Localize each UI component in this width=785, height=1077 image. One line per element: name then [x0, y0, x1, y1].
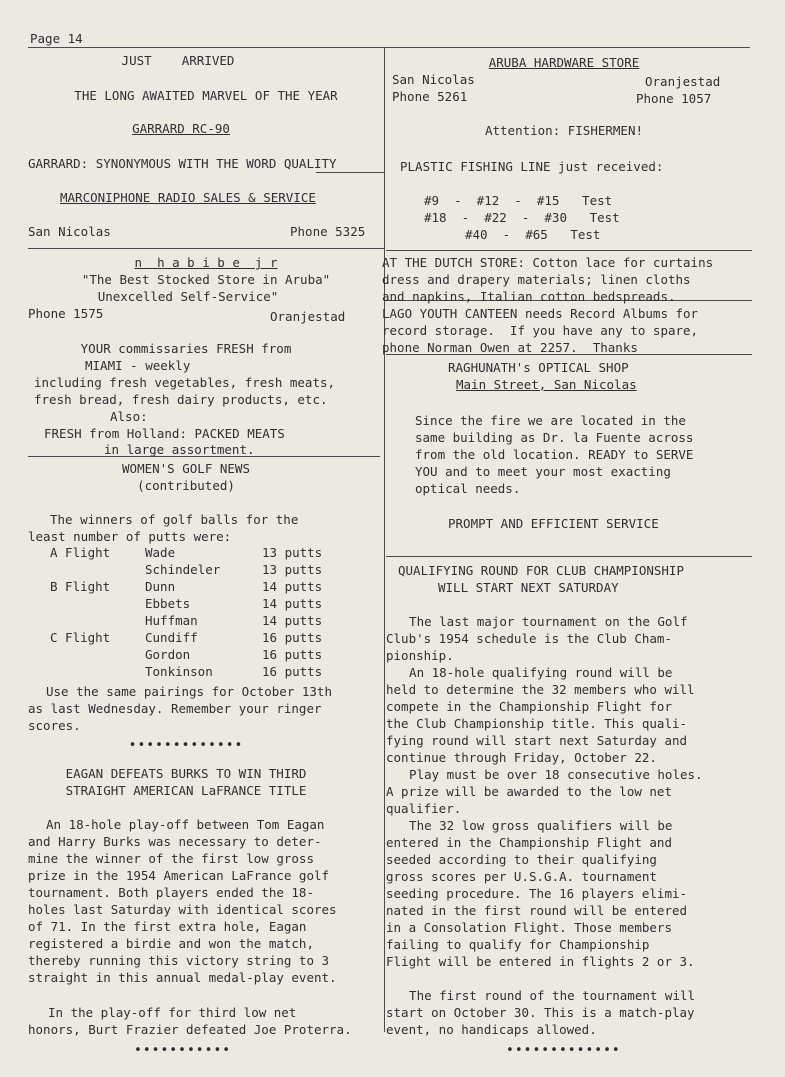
ad-line: Since the fire we are located in the: [415, 413, 686, 428]
flight-label: C Flight: [50, 630, 111, 645]
putts-value: 16 putts: [262, 630, 323, 645]
article-line: as last Wednesday. Remember your ringer: [28, 701, 322, 716]
article-line: tournament. Both players ended the 18-: [28, 885, 314, 900]
player-name: Cundiff: [145, 630, 198, 645]
notice-line: and napkins, Italian cotton bedspreads.: [382, 289, 676, 304]
ad-line: PLASTIC FISHING LINE just received:: [400, 159, 664, 174]
article-line: in a Consolation Flight. Those members: [386, 920, 672, 935]
article-line: Flight will be entered in flights 2 or 3.: [386, 954, 695, 969]
article-line: continue through Friday, October 22.: [386, 750, 657, 765]
article-line: The 32 low gross qualifiers will be: [394, 818, 673, 833]
ad-line: optical needs.: [415, 481, 521, 496]
ad-product: GARRARD RC-90: [132, 121, 230, 136]
article-line: The first round of the tournament will: [394, 988, 696, 1003]
headline: EAGAN DEFEATS BURKS TO WIN THIRD: [65, 766, 307, 781]
player-name: Tonkinson: [145, 664, 213, 679]
store-line: in large assortment.: [104, 442, 255, 457]
store-phone: Phone 1057: [636, 91, 712, 106]
ad-service: MARCONIPHONE RADIO SALES & SERVICE: [60, 190, 316, 205]
notice-line: record storage. If you have any to spare,: [382, 323, 699, 338]
shop-tagline: PROMPT AND EFFICIENT SERVICE: [448, 516, 659, 531]
player-name: Schindeler: [145, 562, 221, 577]
article-line: seeding procedure. The 16 players elimi-: [386, 886, 688, 901]
headline: STRAIGHT AMERICAN LaFRANCE TITLE: [65, 783, 307, 798]
rule-left-1: [28, 248, 384, 249]
store-location: San Nicolas: [392, 72, 475, 87]
putts-value: 13 putts: [262, 545, 323, 560]
ad-headline: JUST ARRIVED: [121, 53, 235, 68]
article-line: event, no handicaps allowed.: [386, 1022, 597, 1037]
test-sizes: #18 - #22 - #30 Test: [424, 210, 620, 225]
rule-right-4: [386, 556, 752, 557]
player-name: Wade: [145, 545, 176, 560]
store-line: fresh bread, fresh dairy products, etc.: [34, 392, 328, 407]
article-line: failing to qualify for Championship: [386, 937, 650, 952]
article-line: prize in the 1954 American LaFrance golf: [28, 868, 330, 883]
article-line: thereby running this victory string to 3: [28, 953, 330, 968]
store-line: FRESH from Holland: PACKED MEATS: [44, 426, 285, 441]
article-line: fying round will start next Saturday and: [386, 733, 688, 748]
putts-value: 16 putts: [262, 647, 323, 662]
store-line: MIAMI - weekly: [85, 358, 191, 373]
store-line: including fresh vegetables, fresh meats,: [34, 375, 336, 390]
notice-line: phone Norman Owen at 2257. Thanks: [382, 340, 638, 355]
notice-line: LAGO YOUTH CANTEEN needs Record Albums for: [382, 306, 699, 321]
flight-label: B Flight: [50, 579, 111, 594]
player-name: Gordon: [145, 647, 191, 662]
player-name: Huffman: [145, 613, 198, 628]
test-sizes: #9 - #12 - #15 Test: [424, 193, 613, 208]
article-line: Club's 1954 schedule is the Club Cham-: [386, 631, 672, 646]
article-line: Play must be over 18 consecutive holes.: [394, 767, 703, 782]
putts-value: 16 putts: [262, 664, 323, 679]
headline: WILL START NEXT SATURDAY: [438, 580, 619, 595]
store-title: ARUBA HARDWARE STORE: [488, 55, 640, 70]
headline: QUALIFYING ROUND FOR CLUB CHAMPIONSHIP: [398, 563, 684, 578]
store-line: YOUR commissaries FRESH from: [80, 341, 292, 356]
ad-location: San Nicolas: [28, 224, 111, 239]
article-subtitle: (contributed): [137, 478, 235, 493]
article-line: pionship.: [386, 648, 454, 663]
article-line: held to determine the 32 members who will: [386, 682, 695, 697]
section-divider-dots: •••••••••••••: [506, 1043, 621, 1058]
ad-tagline: THE LONG AWAITED MARVEL OF THE YEAR: [74, 88, 338, 103]
putts-value: 14 putts: [262, 613, 323, 628]
store-phone: Phone 1575: [28, 306, 104, 321]
ad-line: YOU and to meet your most exacting: [415, 464, 671, 479]
article-line: start on October 30. This is a match-play: [386, 1005, 695, 1020]
ad-line: from the old location. READY to SERVE: [415, 447, 694, 462]
article-line: mine the winner of the first low gross: [28, 851, 314, 866]
store-phone: Phone 5261: [392, 89, 468, 104]
store-name: n h a b i b e j r: [134, 255, 278, 270]
slogan-underline: [316, 172, 384, 173]
article-line: the Club Championship title. This quali-: [386, 716, 688, 731]
article-line: least number of putts were:: [28, 529, 232, 544]
rule-right-1: [386, 250, 752, 251]
ad-slogan: GARRARD: SYNONYMOUS WITH THE WORD QUALITY: [28, 156, 337, 171]
shop-address: Main Street, San Nicolas: [456, 377, 637, 392]
section-divider-dots: •••••••••••••: [128, 738, 244, 753]
page-number: Page 14: [30, 31, 83, 46]
notice-line: AT THE DUTCH STORE: Cotton lace for curtains: [382, 255, 714, 270]
putts-value: 13 putts: [262, 562, 323, 577]
store-slogan: "The Best Stocked Store in Aruba": [81, 272, 331, 287]
article-line: nated in the first round will be entered: [386, 903, 688, 918]
putts-value: 14 putts: [262, 596, 323, 611]
section-divider-dots: •••••••••••: [134, 1043, 232, 1058]
article-line: A prize will be awarded to the low net: [386, 784, 672, 799]
top-rule: [28, 47, 750, 48]
notice-line: dress and drapery materials; linen cloths: [382, 272, 691, 287]
shop-title: RAGHUNATH's OPTICAL SHOP: [448, 360, 629, 375]
article-line: An 18-hole qualifying round will be: [394, 665, 673, 680]
article-line: scores.: [28, 718, 81, 733]
article-title: WOMEN'S GOLF NEWS: [122, 461, 250, 476]
putts-value: 14 putts: [262, 579, 323, 594]
article-line: Use the same pairings for October 13th: [46, 684, 332, 699]
article-line: An 18-hole play-off between Tom Eagan: [46, 817, 325, 832]
flight-label: A Flight: [50, 545, 111, 560]
column-divider: [384, 47, 385, 1032]
article-line: and Harry Burks was necessary to deter-: [28, 834, 322, 849]
ad-attention: Attention: FISHERMEN!: [484, 123, 644, 138]
player-name: Dunn: [145, 579, 176, 594]
article-line: compete in the Championship Flight for: [386, 699, 672, 714]
article-line: honors, Burt Frazier defeated Joe Proterra.: [28, 1022, 352, 1037]
article-line: entered in the Championship Flight and: [386, 835, 672, 850]
article-line: straight in this annual medal-play event.: [28, 970, 337, 985]
player-name: Ebbets: [145, 596, 191, 611]
article-line: holes last Saturday with identical scores: [28, 902, 337, 917]
ad-phone: Phone 5325: [290, 224, 366, 239]
article-line: The winners of golf balls for the: [50, 512, 299, 527]
ad-line: same building as Dr. la Fuente across: [415, 430, 694, 445]
test-sizes: #40 - #65 Test: [465, 227, 601, 242]
article-line: registered a birdie and won the match,: [28, 936, 314, 951]
article-line: seeded according to their qualifying: [386, 852, 657, 867]
article-line: In the play-off for third low net: [48, 1005, 297, 1020]
store-slogan-2: Unexcelled Self-Service": [97, 289, 279, 304]
article-line: gross scores per U.S.G.A. tournament: [386, 869, 657, 884]
article-line: The last major tournament on the Golf: [394, 614, 688, 629]
store-location: Oranjestad: [270, 309, 346, 324]
store-location: Oranjestad: [645, 74, 721, 89]
store-line: Also:: [110, 409, 148, 424]
article-line: of 71. In the first extra hole, Eagan: [28, 919, 307, 934]
article-line: qualifier.: [386, 801, 462, 816]
